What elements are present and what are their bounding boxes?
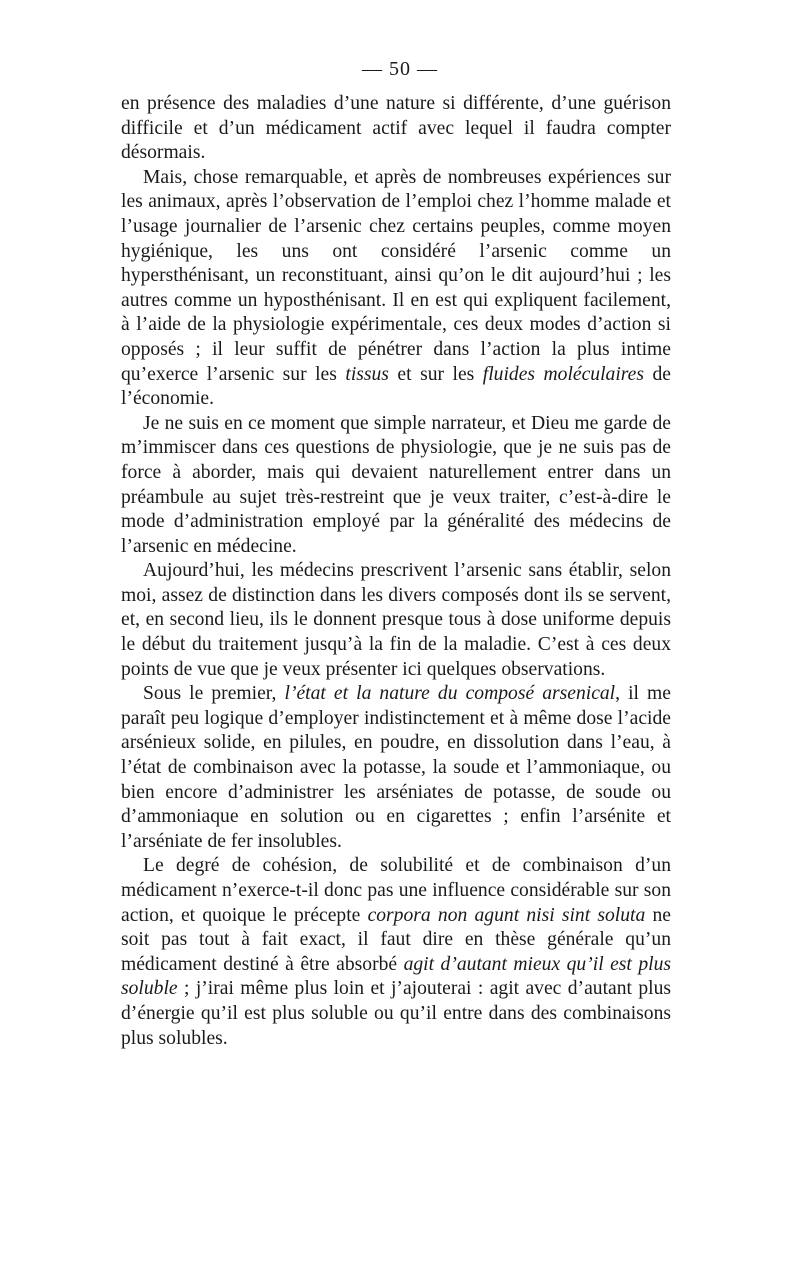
body-text — [121, 92, 671, 1051]
paragraph — [121, 166, 671, 412]
text-run: en présence des maladies d’une nature si différente, d’une guérison difficile et d’un médicament actif avec lequel il faudra compter désormais. — [121, 93, 671, 164]
paragraph — [121, 92, 671, 166]
text-run: ne soit pas tout à fait exact, il faut dire en thèse générale qu’un médicament destiné à être absorbé — [121, 904, 671, 975]
paragraph — [121, 412, 671, 560]
text-run: et sur les — [388, 363, 483, 385]
paragraph — [121, 559, 671, 682]
paragraph — [121, 854, 671, 1051]
text-run: Sous le premier, — [143, 683, 285, 705]
italic-text: fluides moléculaires — [482, 363, 644, 385]
text-run: Je ne suis en ce moment que simple narrateur, et Dieu me garde de m’immiscer dans ces questions de physiologie, que je ne suis pas de force à aborder, mais qui devaient naturellement entrer dans un préambule au sujet très-restreint que je veux traiter, c’est-à-dire le mode d’administration employé par la généralité des médecins de l’arsenic en médecine. — [121, 412, 671, 557]
text-run: de l’économie. — [121, 363, 671, 410]
page-number: — 50 — — [362, 58, 438, 80]
text-run: Aujourd’hui, les médecins prescrivent l’arsenic sans établir, selon moi, assez de distinction dans les divers composés dont ils se servent, et, en second lieu, ils le donnent presque tous à dose uniforme depuis le début du traitement jusqu’à la fin de la maladie. C’est à ces deux points de vue que je veux présenter ici quelques observations. — [121, 560, 671, 680]
paragraph — [121, 682, 671, 854]
text-run: , il me paraît peu logique d’employer indistinctement et à même dose l’acide arsénieux solide, en pilules, en poudre, en dissolution dans l’eau, à l’état de combinaison avec la potasse, la soude et l’ammoniaque, ou bien encore d’administrer les arséniates de potasse, de soude ou d’ammoniaque en solution ou en cigarettes ; enfin l’arsénite et l’arséniate de fer insolubles. — [121, 683, 671, 852]
italic-text: agit d’autant mieux qu’il est plus soluble — [121, 953, 672, 1000]
italic-text: l’état et la nature du composé arsenical — [284, 683, 616, 705]
text-run: Le degré de cohésion, de solubilité et de combinaison d’un médicament n’exerce-t-il donc pas une influence considérable sur son action, et quoique le précepte — [121, 855, 671, 926]
italic-text: tissus — [345, 363, 389, 385]
italic-text: corpora non agunt nisi sint soluta — [367, 904, 646, 926]
text-run: ; j’irai même plus loin et j’ajouterai : agit avec d’autant plus d’énergie qu’il est plus soluble ou qu’il entre dans des combinaisons plus solubles. — [121, 978, 671, 1049]
text-run: Mais, chose remarquable, et après de nombreuses expériences sur les animaux, après l’observation de l’emploi chez l’homme malade et l’usage journalier de l’arsenic chez certains peuples, comme moyen hygiénique, les uns ont considéré l’arsenic comme un hypersthénisant, un reconstituant, ainsi qu’on le dit aujourd’hui ; les autres comme un hyposthénisant. Il en est qui expliquent facilement, à l’aide de la physiologie expérimentale, ces deux modes d’action si opposés ; il leur suffit de pénétrer dans l’action la plus intime qu’exerce l’arsenic sur les — [121, 166, 671, 385]
